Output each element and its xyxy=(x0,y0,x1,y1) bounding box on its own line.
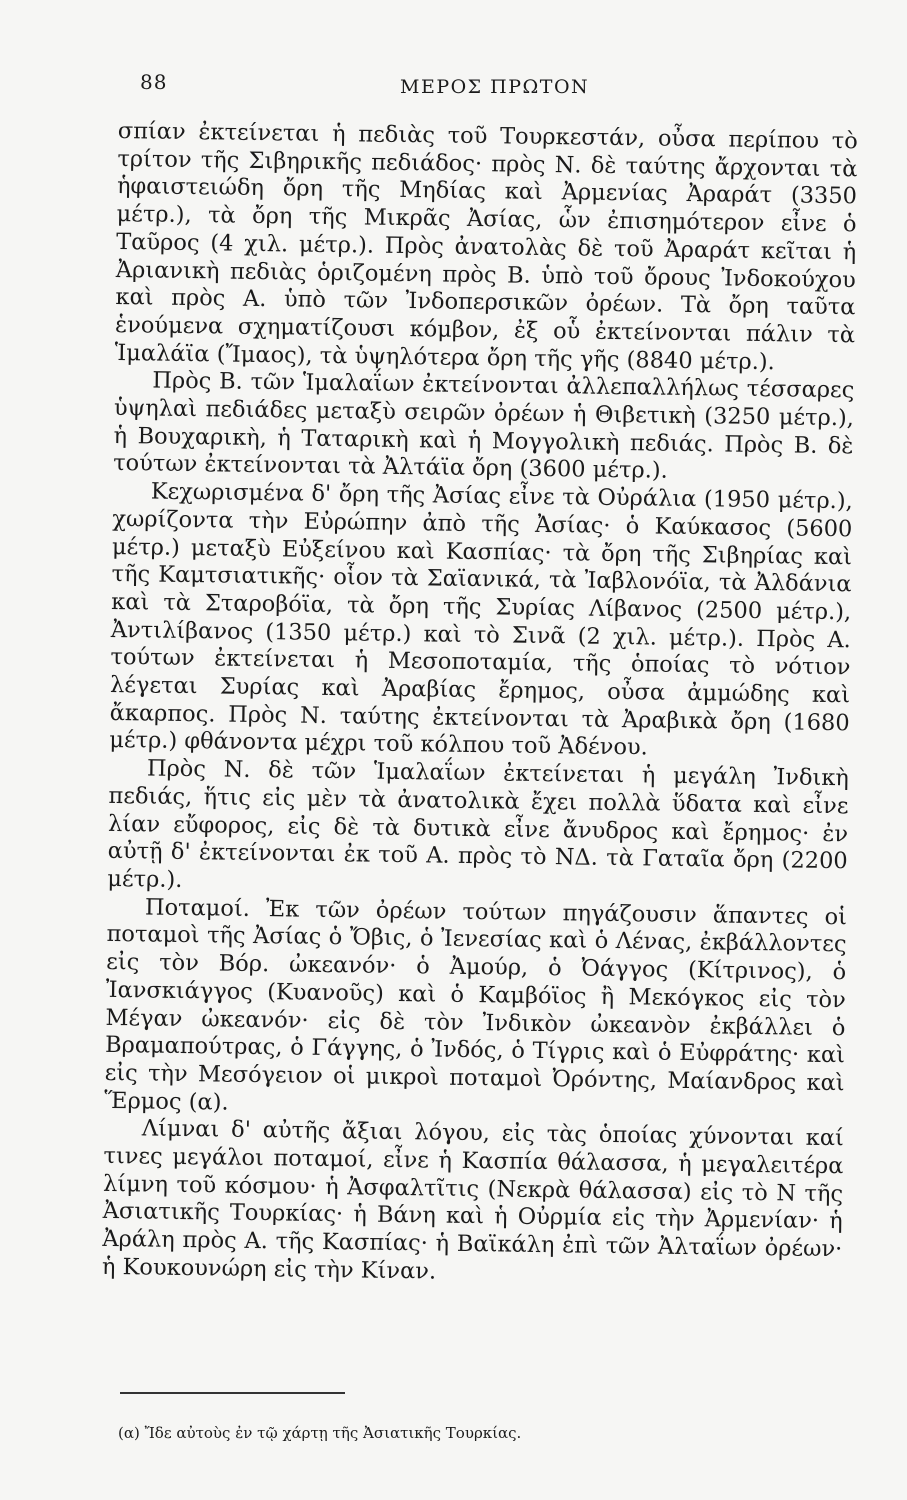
running-head: ΜΕΡΟΣ ΠΡΩΤΟΝ xyxy=(400,76,590,98)
paragraph: Ποταμοί. Ἐκ τῶν ὀρέων τούτων πηγάζουσιν ἅπαντες οἱ ποταμοὶ τῆς Ἀσίας ὁ Ὄβις, ὁ Ἰενεσίας καὶ ὁ Λένας, ἐκβάλλοντες εἰς τὸν Βόρ. ὠκεανόν· ὁ Ἀμούρ, ὁ Ὀάγγος (Κίτρινος), ὁ Ἰανσκιάγγος (Κυανοῦς) καὶ ὁ Καμβόϊος ἢ Μεκόγκος εἰς τὸν Μέγαν ὠκεανόν· εἰς δὲ τὸν Ἰνδικὸν ὠκεανὸν ἐκβάλλει ὁ Βραμαπούτρας, ὁ Γάγγης, ὁ Ἰνδός, ὁ Τίγρις καὶ ὁ Εὐφράτης· καὶ εἰς τὴν Μεσόγειον οἱ μικροὶ ποταμοὶ Ὀρόντης, Μαίανδρος καὶ Ἕρμος (α). xyxy=(104,894,848,1116)
paragraph: Λίμναι δ' αὐτῆς ἄξιαι λόγου, εἰς τὰς ὁποίας χύνονται καί τινες μεγάλοι ποταμοί, εἶνε ἡ Κασπία θάλασσα, ἡ μεγαλειτέρα λίμνη τοῦ κόσμου· ἡ Ἀσφαλτῖτις (Νεκρὰ θάλασσα) εἰς τὸ Ν τῆς Ἀσιατικῆς Τουρκίας· ἡ Βάνη καὶ ἡ Οὐρμία εἰς τὴν Ἀρμενίαν· ἡ Ἀράλη πρὸς Α. τῆς Κασπίας· ἡ Βαϊκάλη ἐπὶ τῶν Ἀλταΐων ὀρέων· ἡ Κουκουνώρη εἰς τὴν Κίναν. xyxy=(101,1115,845,1285)
paragraph: Πρὸς Ν. δὲ τῶν Ἱμαλαΐων ἐκτείνεται ἡ μεγάλη Ἰνδικὴ πεδιάς, ἥτις εἰς μὲν τὰ ἀνατολικὰ ἔχει πολλὰ ὕδατα καὶ εἶνε λίαν εὔφορος, εἰς δὲ τὰ δυτικὰ εἶνε ἄνυδρος καὶ ἔρημος· ἐν αὐτῇ δ' ἐκτείνονται ἐκ τοῦ Α. πρὸς τὸ ΝΔ. τὰ Γαταῖα ὄρη (2200 μέτρ.). xyxy=(107,755,850,893)
footnote: (α) Ἴδε αὐτοὺς ἐν τῷ χάρτῃ τῆς Ἀσιατικῆς Τουρκίας. xyxy=(118,1424,522,1442)
paragraph: Πρὸς Β. τῶν Ἱμαλαΐων ἐκτείνονται ἀλλεπαλλήλως τέσσαρες ὑψηλαὶ πεδιάδες μεταξὺ σειρῶν ὀρέων ἡ Θιβετικὴ (3250 μέτρ.), ἡ Βουχαρικὴ, ἡ Ταταρικὴ καὶ ἡ Μογγολικὴ πεδιάς. Πρὸς Β. δὲ τούτων ἐκτείνονται τὰ Ἀλτάϊα ὄρη (3600 μέτρ.). xyxy=(112,367,855,485)
body-text xyxy=(102,118,858,1292)
paragraph: Κεχωρισμένα δ' ὄρη τῆς Ἀσίας εἶνε τὰ Οὐράλια (1950 μέτρ.), χωρίζοντα τὴν Εὐρώπην ἀπὸ τῆς Ἀσίας· ὁ Καύκασος (5600 μέτρ.) μεταξὺ Εὐξείνου καὶ Κασπίας· τὰ ὄρη τῆς Σιβηρίας καὶ τῆς Καμτσιατικῆς· οἷον τὰ Σαϊανικά, τὰ Ἰαβλονόϊα, τὰ Ἀλδάνια καὶ τὰ Σταροβόϊα, τὰ ὄρη τῆς Συρίας Λίβανος (2500 μέτρ.), Ἀντιλίβανος (1350 μέτρ.) καὶ τὸ Σινᾶ (2 χιλ. μέτρ.). Πρὸς Α. τούτων ἐκτείνεται ἡ Μεσοποταμία, τῆς ὁποίας τὸ νότιον λέγεται Συρίας καὶ Ἀραβίας ἔρημος, οὖσα ἀμμώδης καὶ ἄκαρπος. Πρὸς Ν. ταύτης ἐκτείνονται τὰ Ἀραβικὰ ὄρη (1680 μέτρ.) φθάνοντα μέχρι τοῦ κόλπου τοῦ Ἀδένου. xyxy=(109,478,853,761)
page-number: 88 xyxy=(140,70,168,94)
paragraph: σπίαν ἐκτείνεται ἡ πεδιὰς τοῦ Τουρκεστάν, οὖσα περίπου τὸ τρίτον τῆς Σιβηρικῆς πεδιάδος· πρὸς Ν. δὲ ταύτης ἄρχονται τὰ ἡφαιστειώδη ὄρη τῆς Μηδίας καὶ Ἀρμενίας Ἀραράτ (3350 μέτρ.), τὰ ὄρη τῆς Μικρᾶς Ἀσίας, ὧν ἐπισημότερον εἶνε ὁ Ταῦρος (4 χιλ. μέτρ.). Πρὸς ἀνατολὰς δὲ τοῦ Ἀραράτ κεῖται ἡ Ἀριανικὴ πεδιὰς ὁριζομένη πρὸς Β. ὑπὸ τοῦ ὄρους Ἰνδοκούχου καὶ πρὸς Α. ὑπὸ τῶν Ἰνδοπερσικῶν ὀρέων. Τὰ ὄρη ταῦτα ἑνούμενα σχηματίζουσι κόμβον, ἐξ οὗ ἐκτείνονται πάλιν τὰ Ἱμαλάϊα (Ἴμαος), τὰ ὑψηλότερα ὄρη τῆς γῆς (8840 μέτρ.). xyxy=(114,118,858,375)
footnote-rule xyxy=(120,1392,345,1394)
